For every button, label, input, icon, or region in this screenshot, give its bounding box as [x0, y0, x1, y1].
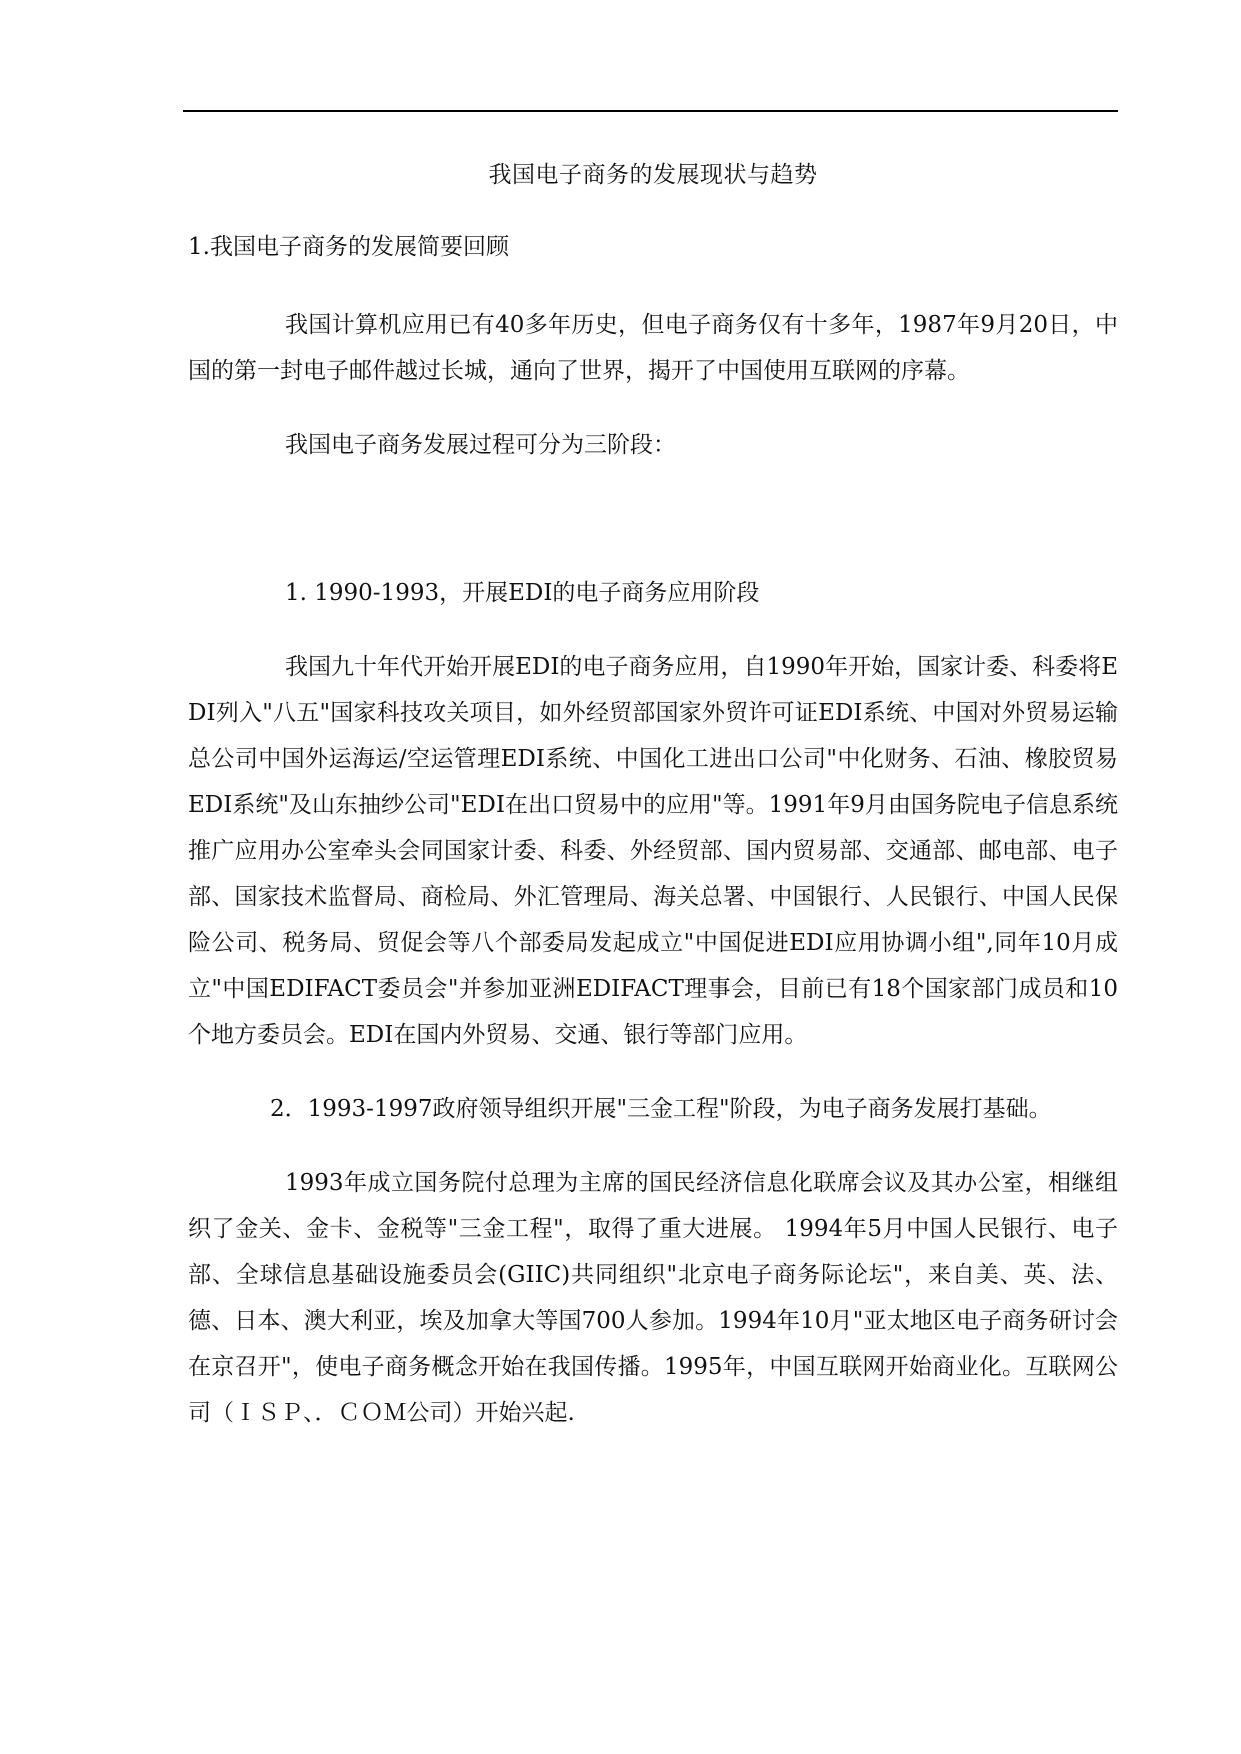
- spacer: [188, 496, 1118, 570]
- document-body: [188, 148, 1118, 1464]
- stage-2-heading: 2．1993-1997政府领导组织开展"三金工程"阶段，为电子商务发展打基础。: [270, 1096, 1052, 1122]
- header-rule: [183, 110, 1118, 112]
- paragraph-intro: 我国计算机应用已有40多年历史，但电子商务仅有十多年，1987年9月20日，中国的第一封电子邮件越过长城，通向了世界，揭开了中国使用互联网的序幕。: [188, 312, 1118, 384]
- stage-2-body: 1993年成立国务院付总理为主席的国民经济信息化联席会议及其办公室，相继组织了金关、金卡、金税等"三金工程"，取得了重大进展。 1994年5月中国人民银行、电子部、全球信息基础设施委员会(GIIC)共同组织"北京电子商务际论坛"，来自美、英、法、德、日本、澳大利亚，埃及加拿大等国700人参加。1994年10月"亚太地区电子商务研讨会在京召开"，使电子商务概念开始在我国传播。1995年，中国互联网开始商业化。互联网公司（ＩＳＰ、．ＣＯＭ公司）开始兴起.: [188, 1170, 1118, 1426]
- paragraph-stages: 我国电子商务发展过程可分为三阶段：: [285, 432, 676, 458]
- document-title: 我国电子商务的发展现状与趋势: [488, 162, 818, 188]
- section-heading-1: 1.我国电子商务的发展简要回顾: [188, 234, 509, 260]
- stage-1-body: 我国九十年代开始开展EDI的电子商务应用，自1990年开始，国家计委、科委将EDI列入"八五"国家科技攻关项目，如外经贸部国家外贸许可证EDI系统、中国对外贸易运输总公司中国外运海运/空运管理EDI系统、中国化工进出口公司"中化财务、石油、橡胶贸易EDI系统"及山东抽纱公司"EDI在出口贸易中的应用"等。1991年9月由国务院电子信息系统推广应用办公室牵头会同国家计委、科委、外经贸部、国内贸易部、交通部、邮电部、电子部、国家技术监督局、商检局、外汇管理局、海关总署、中国银行、人民银行、中国人民保险公司、税务局、贸促会等八个部委局发起成立"中国促进EDI应用协调小组",同年10月成立"中国EDIFACT委员会"并参加亚洲EDIFACT理事会，目前已有18个国家部门成员和10个地方委员会。EDI在国内外贸易、交通、银行等部门应用。: [188, 654, 1118, 1048]
- stage-1-heading: 1. 1990-1993，开展EDI的电子商务应用阶段: [285, 580, 760, 606]
